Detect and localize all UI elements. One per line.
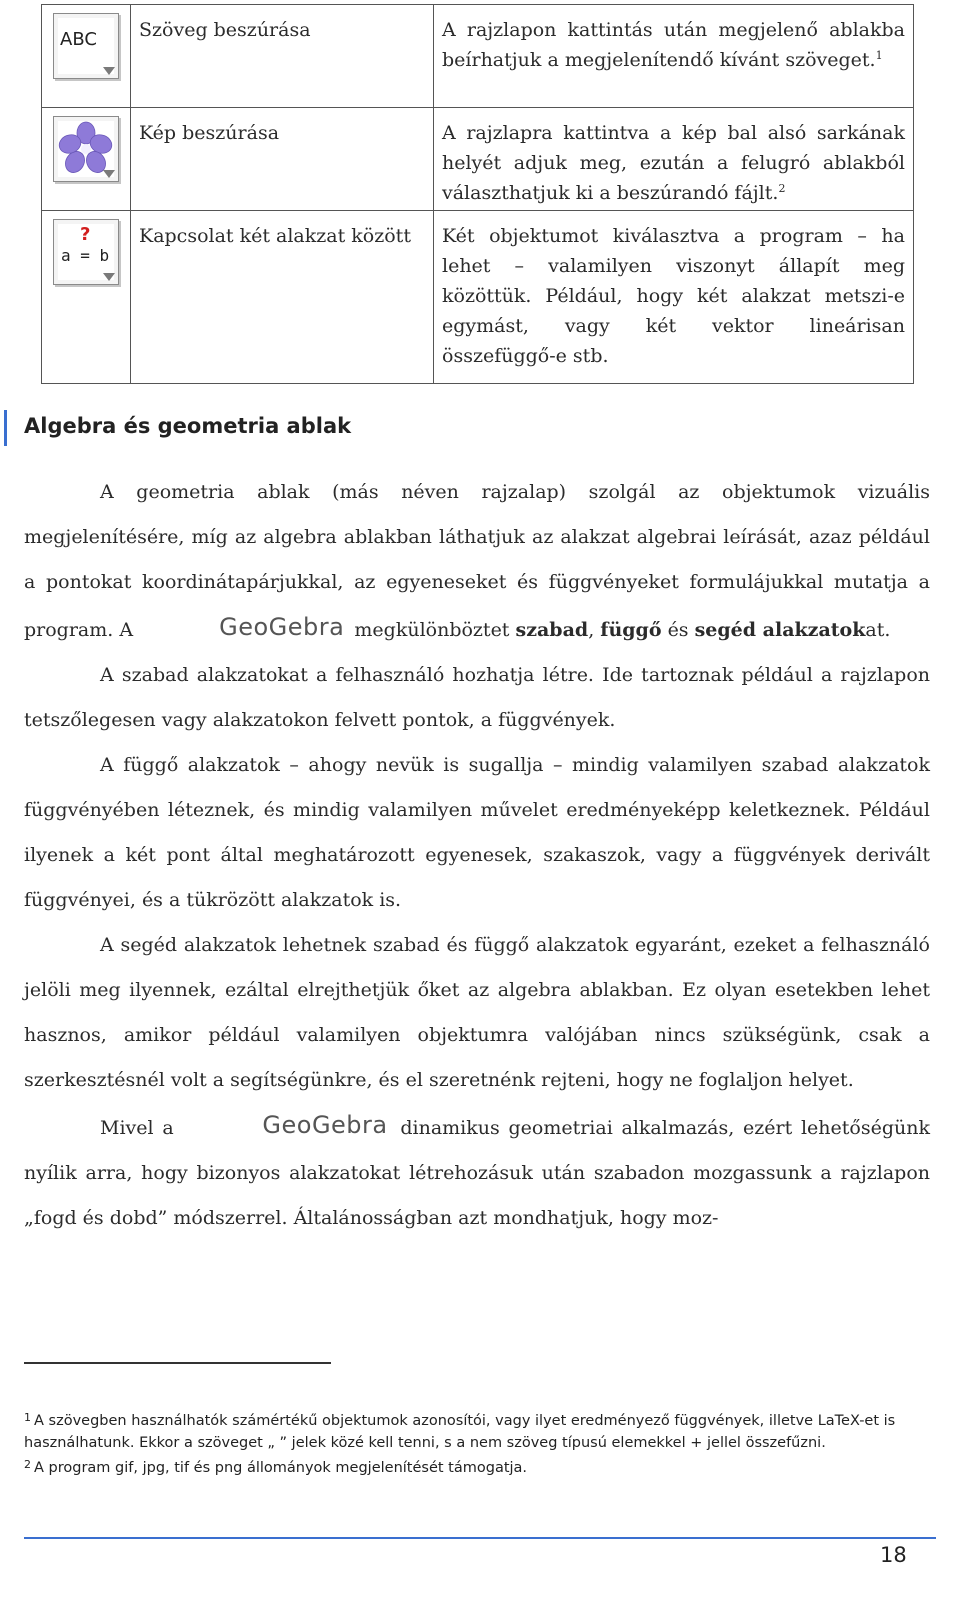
table-row — [42, 108, 914, 211]
tool-description: A rajzlapra kattintva a kép bal alsó sarkának helyét adjuk meg, ezután a felugró ablakból választhatjuk ki a beszúrandó fájlt.$^2$ — [434, 108, 914, 211]
icon-cell — [42, 108, 131, 211]
footnote: $^2$ A program gif, jpg, tif és png állományok megjelenítését támogatja. — [24, 1458, 528, 1476]
dropdown-triangle-icon — [103, 170, 115, 178]
paragraph: A geometria ablak (más néven rajzalap) szolgál az objektumok vizuális megjelenítésére, míg az algebra ablakban láthatjuk az alakzat algebrai leírását, azaz például a pontokat koordinátapárjukkal, az egyeneseket és függvényeket formulájukkal mutatja a program. A GeoGebra megkülönböztet szabad, függő és segéd alakzatokat. — [24, 470, 930, 653]
paragraph: A szabad alakzatokat a felhasználó hozhatja létre. Ide tartoznak például a rajzlapon tetszőlegesen vagy alakzatokon felvett pontok, a függvények. — [24, 664, 930, 731]
page-number: 18 — [880, 1543, 907, 1567]
relation-icon: ? a = b — [53, 219, 119, 285]
table-row — [42, 211, 914, 384]
dropdown-triangle-icon — [103, 273, 115, 281]
section-accent-bar — [4, 410, 7, 446]
icon-cell — [42, 5, 131, 108]
paragraph: A segéd alakzatok lehetnek szabad és függő alakzatok egyaránt, ezeket a felhasználó jelöli meg ilyennek, ezáltal elrejthetjük őket az algebra ablakban. Ez olyan esetekben lehet hasznos, amikor például valamilyen objektumra valójában nincs szükségünk, csak a szerkesztésnél volt a segítségünkre, és el szeretnénk rejteni, hogy ne foglaljon helyet. — [24, 934, 930, 1091]
paragraph: A függő alakzatok – ahogy nevük is sugallja – mindig valamilyen szabad alakzatok függvényében léteznek, és mindig valamilyen művelet eredményeképp keletkeznek. Például ilyenek a két pont által meghatározott egyenesek, szakaszok, vagy a függvények derivált függvényei, és a tükrözött alakzatok is. — [24, 754, 930, 911]
tool-description: A rajzlapon kattintás után megjelenő ablakba beírhatjuk a megjelenítendő kívánt szöveget.$^1$ — [434, 5, 914, 108]
text-insert-icon: ABC — [53, 13, 119, 79]
table-row — [42, 5, 914, 108]
footnote-separator — [24, 1362, 331, 1364]
footnotes — [24, 1407, 930, 1479]
icon-cell — [42, 211, 131, 384]
footer-rule — [24, 1537, 936, 1539]
tool-name: Kapcsolat két alakzat között — [131, 211, 434, 384]
tool-description: Két objektumot kiválasztva a program – ha lehet – valamilyen viszonyt állapít meg közöttük. Például, hogy két alakzat metszi-e egymást, vagy két vektor lineárisan összefüggő-e stb. — [434, 211, 914, 384]
dropdown-triangle-icon — [103, 67, 115, 75]
tools-table — [41, 4, 914, 384]
body-text — [24, 470, 930, 1241]
paragraph: Mivel a GeoGebra dinamikus geometriai alkalmazás, ezért lehetőségünk nyílik arra, hogy bizonyos alakzatokat létrehozásuk után szabadon mozgassunk a rajzlapon „fogd és dobd” módszerrel. Általánosságban azt mondhatjuk, hogy moz- — [24, 1103, 930, 1241]
tool-name: Szöveg beszúrása — [131, 5, 434, 108]
image-insert-icon — [53, 116, 119, 182]
geogebra-logo: GeoGebra — [262, 1111, 388, 1139]
tool-name: Kép beszúrása — [131, 108, 434, 211]
footnote-ref: 1 — [875, 49, 883, 62]
geogebra-logo: GeoGebra — [219, 613, 345, 641]
section-title: Algebra és geometria ablak — [24, 414, 352, 438]
footnote-ref: 2 — [778, 182, 786, 195]
footnote: $^1$ A szövegben használhatók számértékű objektumok azonosítói, vagy ilyet eredményező függvények, illetve LaTeX-et is használhatunk. Ekkor a szöveget „ ” jelek közé kell tenni, s a nem szöveg típusú elemekkel + jellel összefűzni. — [24, 1411, 896, 1451]
